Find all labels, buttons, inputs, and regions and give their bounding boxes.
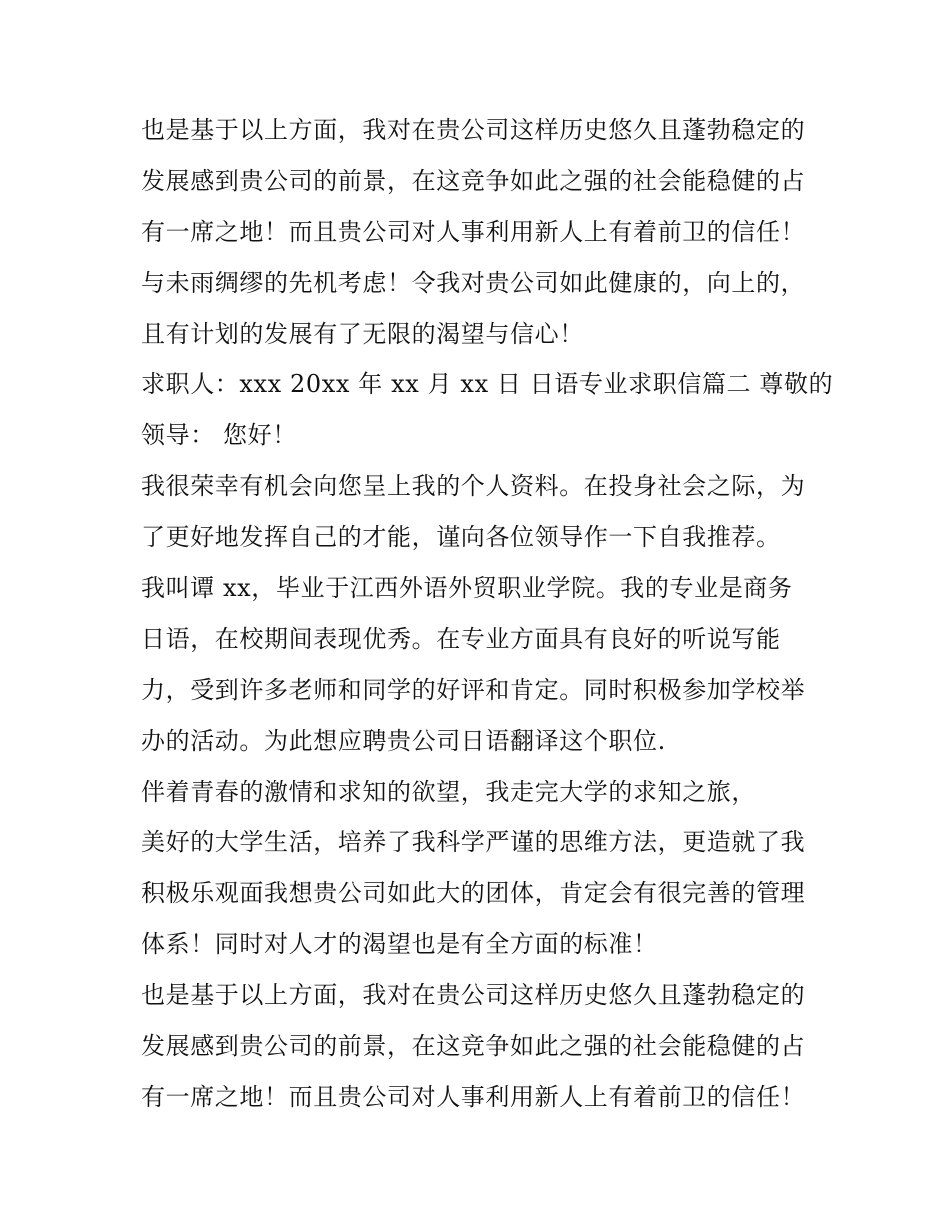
text-line: 日语，在校期间表现优秀。在专业方面具有良好的听说写能	[141, 624, 781, 653]
text-line: 美好的大学生活，培养了我科学严谨的思维方法，更造就了我	[141, 828, 806, 857]
document-body	[141, 105, 841, 1123]
text-line: 我叫谭 xx，毕业于江西外语外贸职业学院。我的专业是商务	[141, 574, 793, 603]
text-line: 发展感到贵公司的前景，在这竞争如此之强的社会能稳健的占	[141, 1032, 806, 1061]
text-line: 有一席之地！而且贵公司对人事利用新人上有着前卫的信任！	[141, 1082, 806, 1111]
text-line: 了更好地发挥自己的才能，谨向各位领导作一下自我推荐。	[141, 523, 781, 552]
text-line: 体系！同时对人才的渴望也是有全方面的标准！	[141, 930, 658, 959]
text-line: 积极乐观面我想贵公司如此大的团体，肯定会有很完善的管理	[141, 879, 806, 908]
text-line: 我很荣幸有机会向您呈上我的个人资料。在投身社会之际，为	[141, 472, 806, 501]
text-line: 办的活动。为此想应聘贵公司日语翻译这个职位.	[141, 726, 666, 755]
text-line: 有一席之地！而且贵公司对人事利用新人上有着前卫的信任！	[141, 217, 806, 246]
text-line: 伴着青春的激情和求知的欲望，我走完大学的求知之旅，	[141, 777, 756, 806]
text-line: 发展感到贵公司的前景，在这竞争如此之强的社会能稳健的占	[141, 166, 806, 195]
text-line: 与未雨绸缪的先机考虑！令我对贵公司如此健康的，向上的，	[141, 268, 806, 297]
text-line: 领导： 您好！	[141, 421, 297, 450]
text-line: 也是基于以上方面，我对在贵公司这样历史悠久且蓬勃稳定的	[141, 116, 806, 144]
text-line: 也是基于以上方面，我对在贵公司这样历史悠久且蓬勃稳定的	[141, 981, 806, 1010]
text-line: 求职人：xxx 20xx 年 xx 月 xx 日 日语专业求职信篇二 尊敬的	[141, 370, 834, 399]
text-line: 且有计划的发展有了无限的渴望与信心！	[141, 319, 584, 348]
text-line: 力，受到许多老师和同学的好评和肯定。同时积极参加学校举	[141, 675, 806, 704]
